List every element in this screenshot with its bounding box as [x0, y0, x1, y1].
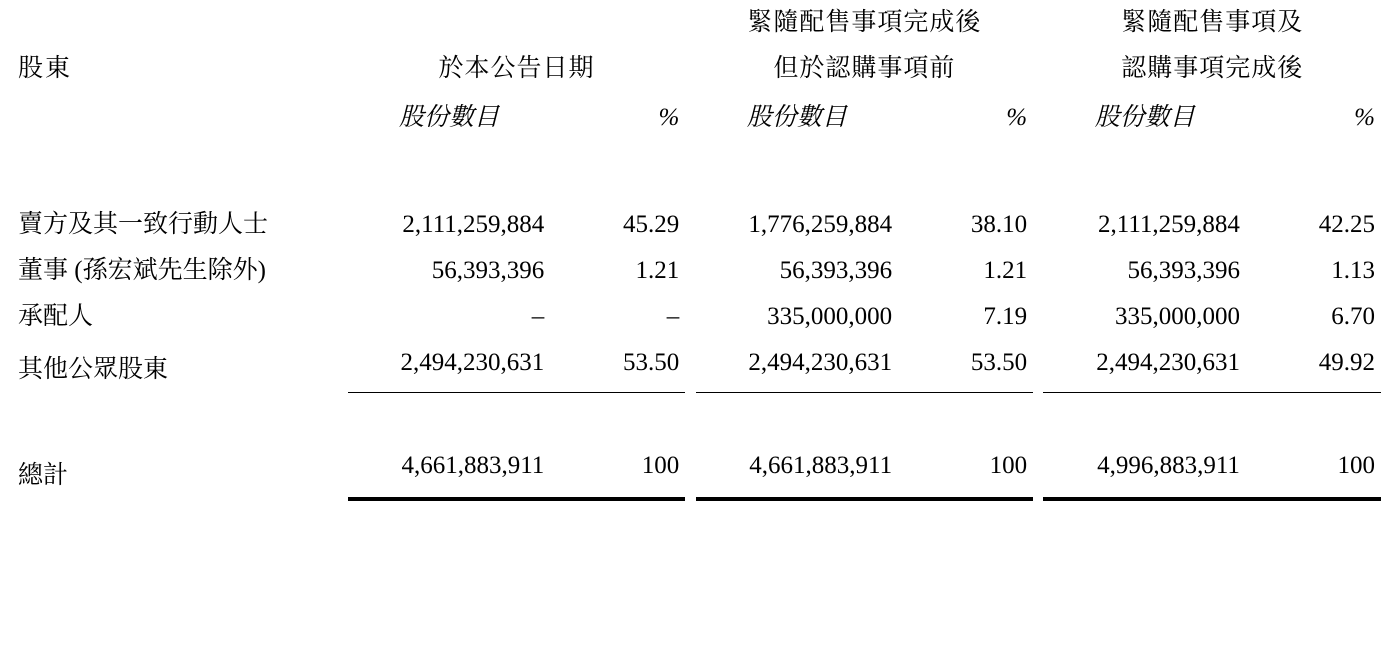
total-gap — [685, 437, 695, 499]
row-gap — [685, 248, 695, 294]
row-gap — [685, 202, 695, 248]
table-row — [0, 202, 1381, 248]
table-row — [0, 248, 1381, 294]
row-value: 1.21 — [635, 257, 680, 284]
row-label: 承配人 — [18, 303, 94, 330]
row-value: 2,111,259,884 — [1098, 211, 1240, 238]
header-gap-4 — [1033, 46, 1043, 92]
total-value: 100 — [898, 437, 1033, 499]
row-value: 53.50 — [898, 340, 1033, 393]
header-group-1-line2: 於本公告日期 — [438, 55, 595, 82]
total-value: 100 — [550, 437, 685, 499]
header-gap-6 — [1033, 92, 1043, 144]
row-value: 45.29 — [623, 211, 680, 238]
total-value: 4,661,883,911 — [696, 437, 898, 499]
row-gap — [1033, 340, 1043, 393]
header-gap-5 — [685, 92, 695, 144]
header-sub-spacer — [0, 92, 348, 144]
header-gap-2 — [1033, 0, 1043, 46]
row-value: 335,000,000 — [1114, 303, 1240, 330]
row-value: 42.25 — [1318, 211, 1375, 238]
table-total-row — [0, 437, 1381, 499]
total-value: 100 — [1246, 437, 1381, 499]
table-row — [0, 340, 1381, 393]
table-row — [0, 294, 1381, 340]
table-header-row-2 — [0, 46, 1381, 92]
row-value: 2,494,230,631 — [348, 340, 550, 393]
header-sub-percent-2: % — [1006, 104, 1028, 131]
row-value: 6.70 — [1331, 303, 1375, 330]
header-body-spacer — [0, 144, 1381, 202]
row-gap — [1033, 202, 1043, 248]
total-label: 總計 — [18, 462, 69, 489]
row-value: 2,494,230,631 — [696, 340, 898, 393]
total-gap — [1033, 437, 1043, 499]
total-value: 4,996,883,911 — [1043, 437, 1245, 499]
row-value: 1,776,259,884 — [748, 211, 893, 238]
header-gap-3 — [685, 46, 695, 92]
header-sub-percent-3: % — [1354, 104, 1375, 131]
header-group-3-line2: 認購事項完成後 — [1121, 55, 1304, 82]
row-label: 其他公眾股東 — [18, 355, 169, 383]
row-value: 1.21 — [983, 257, 1028, 284]
header-shareholder-label: 股東 — [18, 55, 73, 82]
header-spacer-cell — [0, 0, 348, 46]
totals-spacer — [0, 393, 1381, 438]
row-value: 49.92 — [1246, 340, 1381, 393]
row-value: 2,111,259,884 — [402, 211, 545, 238]
row-gap — [685, 294, 695, 340]
row-value: 7.19 — [983, 303, 1028, 330]
row-value: – — [531, 303, 545, 330]
row-value: 2,494,230,631 — [1043, 340, 1245, 393]
spacer-cell — [0, 144, 1381, 202]
row-label: 賣方及其一致行動人士 — [18, 211, 269, 238]
header-sub-shares-3: 股份數目 — [1094, 104, 1195, 131]
header-group-3-line1: 緊隨配售事項及 — [1121, 9, 1304, 36]
header-gap-1 — [685, 0, 695, 46]
row-value: 56,393,396 — [431, 257, 545, 284]
table-header-row-3 — [0, 92, 1381, 144]
row-value: 335,000,000 — [767, 303, 893, 330]
header-sub-percent-1: % — [658, 104, 680, 131]
total-value: 4,661,883,911 — [348, 437, 550, 499]
row-value: 53.50 — [550, 340, 685, 393]
table-header-row-1 — [0, 0, 1381, 46]
row-value: – — [666, 303, 680, 330]
row-gap — [685, 340, 695, 393]
row-gap — [1033, 294, 1043, 340]
header-sub-shares-1: 股份數目 — [399, 104, 500, 131]
header-group-2-line1: 緊隨配售事項完成後 — [747, 9, 982, 36]
row-value: 38.10 — [970, 211, 1028, 238]
row-value: 56,393,396 — [1127, 257, 1240, 284]
header-group-1-line1 — [348, 0, 685, 46]
row-gap — [1033, 248, 1043, 294]
row-label: 董事 (孫宏斌先生除外) — [18, 257, 266, 284]
row-value: 56,393,396 — [779, 257, 893, 284]
header-group-2-line2: 但於認購事項前 — [773, 55, 956, 82]
spacer-cell — [0, 393, 1381, 438]
row-value: 1.13 — [1331, 257, 1375, 284]
header-sub-shares-2: 股份數目 — [746, 104, 847, 131]
